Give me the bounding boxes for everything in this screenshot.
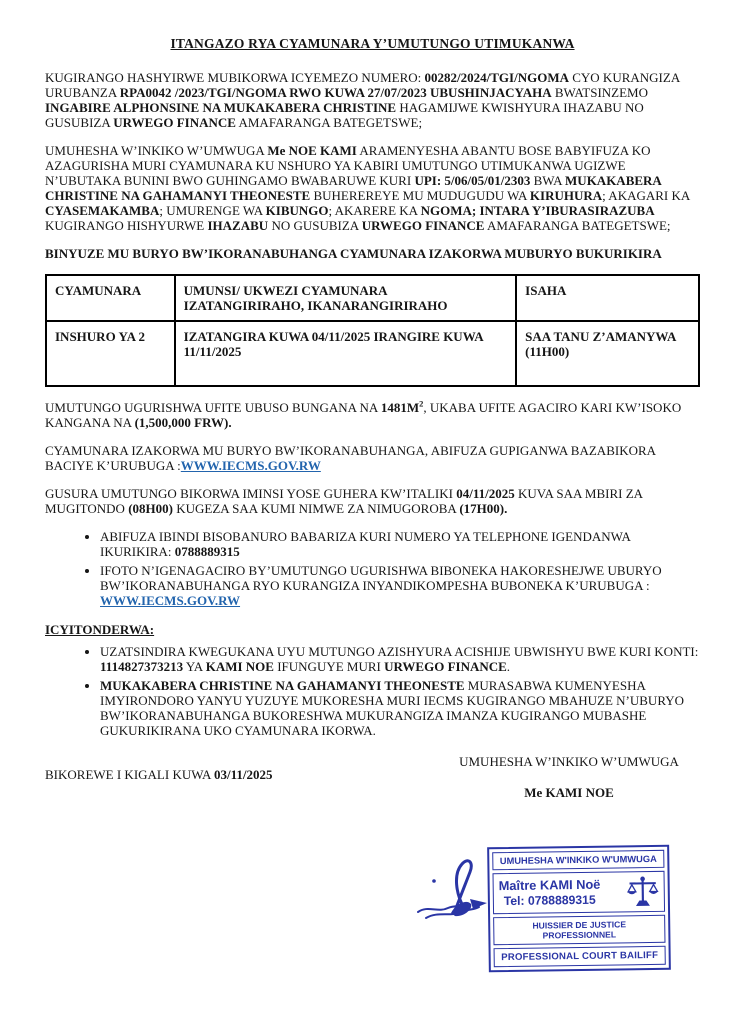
list-item-photo-info: • IFOTO N’IGENAGACIRO BY’UMUTUNGO UGURISHWA BIBONEKA HAKORESHEJWE UBURYO BW’IKORANABUHANGA RYO KURANGIZA INYANDIKOMPESHA BUBONEKA K’URUBUGA : WWW.IECMS.GOV.RW — [100, 563, 700, 608]
paragraph-visit-hours: GUSURA UMUTUNGO BIKORWA IMINSI YOSE GUHERA KW’ITALIKI 04/11/2025 KUVA SAA MBIRI ZA MUGITONDO (08H00) KUGEZA SAA KUMI NIMWE ZA NIMUGOROBA (17H00). — [45, 486, 643, 516]
cell-time: SAA TANU Z’AMANYWA (11H00) — [516, 321, 699, 386]
document-content — [45, 36, 700, 801]
heading-notice: ICYITONDERWA: — [45, 622, 155, 637]
bailiff-name: Me KAMI NOE — [524, 785, 614, 800]
table-row — [46, 321, 699, 386]
stamp-tel: Tel: 0788889315 — [503, 892, 596, 908]
stamp-profession-fr: HUISSIER DE JUSTICE PROFESSIONNEL — [493, 915, 665, 945]
notice-bullet-list — [45, 644, 700, 738]
stamp-profession-en: PROFESSIONAL COURT BAILIFF — [494, 946, 666, 967]
stamp-identity-box — [492, 871, 665, 914]
info-bullet-list — [45, 529, 700, 608]
table-header-row — [46, 275, 699, 321]
stamp-name: Maître KAMI Noë — [498, 876, 601, 893]
table-header-date: UMUNSI/ UKWEZI CYAMUNARA IZATANGIRIRAHO, IKANARANGIRIRAHO — [175, 275, 517, 321]
footer-row — [45, 754, 700, 801]
table-header-cyamunara: CYAMUNARA — [46, 275, 175, 321]
page-title: ITANGAZO RYA CYAMUNARA Y’UMUTUNGO UTIMUKANWA — [170, 36, 575, 51]
paragraph-case-decision: KUGIRANGO HASHYIRWE MUBIKORWA ICYEMEZO NUMERO: 00282/2024/TGI/NGOMA CYO KURANGIZA URUBANZA RPA0042 /2023/TGI/NGOMA RWO KUWA 27/07/2023 UBUSHINJACYAHA BWATSINZEMO INGABIRE ALPHONSINE NA MUKAKABERA CHRISTINE HAGAMIJWE KWISHYURA IHAZABU NO GUSUBIZA URWEGO FINANCE AMAFARANGA BATEGETSWE; — [45, 70, 680, 130]
list-item-payment-account: • UZATSINDIRA KWEGUKANA UYU MUTUNGO AZISHYURA ACISHIJE UBWISHYU BWE KURI KONTI: 1114827373213 YA KAMI NOE IFUNGUYE MURI URWEGO FINANCE. — [100, 644, 700, 674]
list-item-phone-info: • ABIFUZA IBINDI BISOBANURO BABARIZA KURI NUMERO YA TELEPHONE IGENDANWA IKURIKIRA: 0788889315 — [100, 529, 700, 559]
iecms-link[interactable]: WWW.IECMS.GOV.RW — [100, 593, 241, 608]
signature-block — [438, 754, 700, 801]
list-item-identification-request: • MUKAKABERA CHRISTINE NA GAHAMANYI THEONESTE MURASABWA KUMENYESHA IMYIRONDORO YANYU YUZUYE MUKORESHA MURI IECMS KUGIRANGO MBAHUZE N’UBURYO BW’IKORANABUHANGA BUKORESHWA MUKURANGIZA IMANZA KUGIRANGO MUBASHE GUKURIKIRANA UKO CYAMUNARA IKORWA. — [100, 678, 700, 738]
paragraph-bailiff-announcement: UMUHESHA W’INKIKO W’UMWUGA Me NOE KAMI ARAMENYESHA ABANTU BOSE BABYIFUZA KO AZAGURISHA MURI CYAMUNARA KU NSHURO YA KABIRI UMUTUNGO UTIMUKANWA UGIZWE N’UBUTAKA BUNINI BWO GUHINGAMO BWABARUWE KURI UPI: 5/06/05/01/2303 BWA MUKAKABERA CHRISTINE NA GAHAMANYI THEONESTE BUHEREREYE MU MUDUGUDU WA KIRUHURA; AKAGARI KA CYASEMAKAMBA; UMURENGE WA KIBUNGO; AKARERE KA NGOMA; INTARA Y’IBURASIRAZUBA KUGIRANGO HISHYURWE IHAZABU NO GUSUBIZA URWEGO FINANCE AMAFARANGA BATEGETSWE; — [45, 143, 690, 233]
iecms-link[interactable]: WWW.IECMS.GOV.RW — [180, 458, 321, 473]
table-header-isaha: ISAHA — [516, 275, 699, 321]
auction-schedule-table — [45, 274, 700, 387]
cell-dates: IZATANGIRA KUWA 04/11/2025 IRANGIRE KUWA 11/11/2025 — [175, 321, 517, 386]
paragraph-property-value: UMUTUNGO UGURISHWA UFITE UBUSO BUNGANA NA $1481M^2$, UKABA UFITE AGACIRO KARI KW’ISOKO KANGANA NA (1,500,000 FRW). — [45, 398, 682, 430]
scales-of-justice-icon — [626, 875, 660, 908]
paragraph-bidding-website: CYAMUNARA IZAKORWA MU BURYO BW’IKORANABUHANGA, ABIFUZA GUPIGANWA BAZABIKORA BACIYE K’URUBUGA :WWW.IECMS.GOV.RW — [45, 443, 656, 473]
cell-round: INSHURO YA 2 — [46, 321, 175, 386]
stamp-title: UMUHESHA W'INKIKO W'UMWUGA — [492, 850, 664, 870]
heading-auction-method: BINYUZE MU BURYO BW’IKORANABUHANGA CYAMUNARA IZAKORWA MUBURYO BUKURIKIRA — [45, 246, 662, 261]
handwritten-signature — [412, 856, 517, 926]
place-date: BIKOREWE I KIGALI KUWA 03/11/2025 — [45, 767, 273, 782]
bailiff-title: UMUHESHA W’INKIKO W’UMWUGA — [459, 754, 679, 769]
